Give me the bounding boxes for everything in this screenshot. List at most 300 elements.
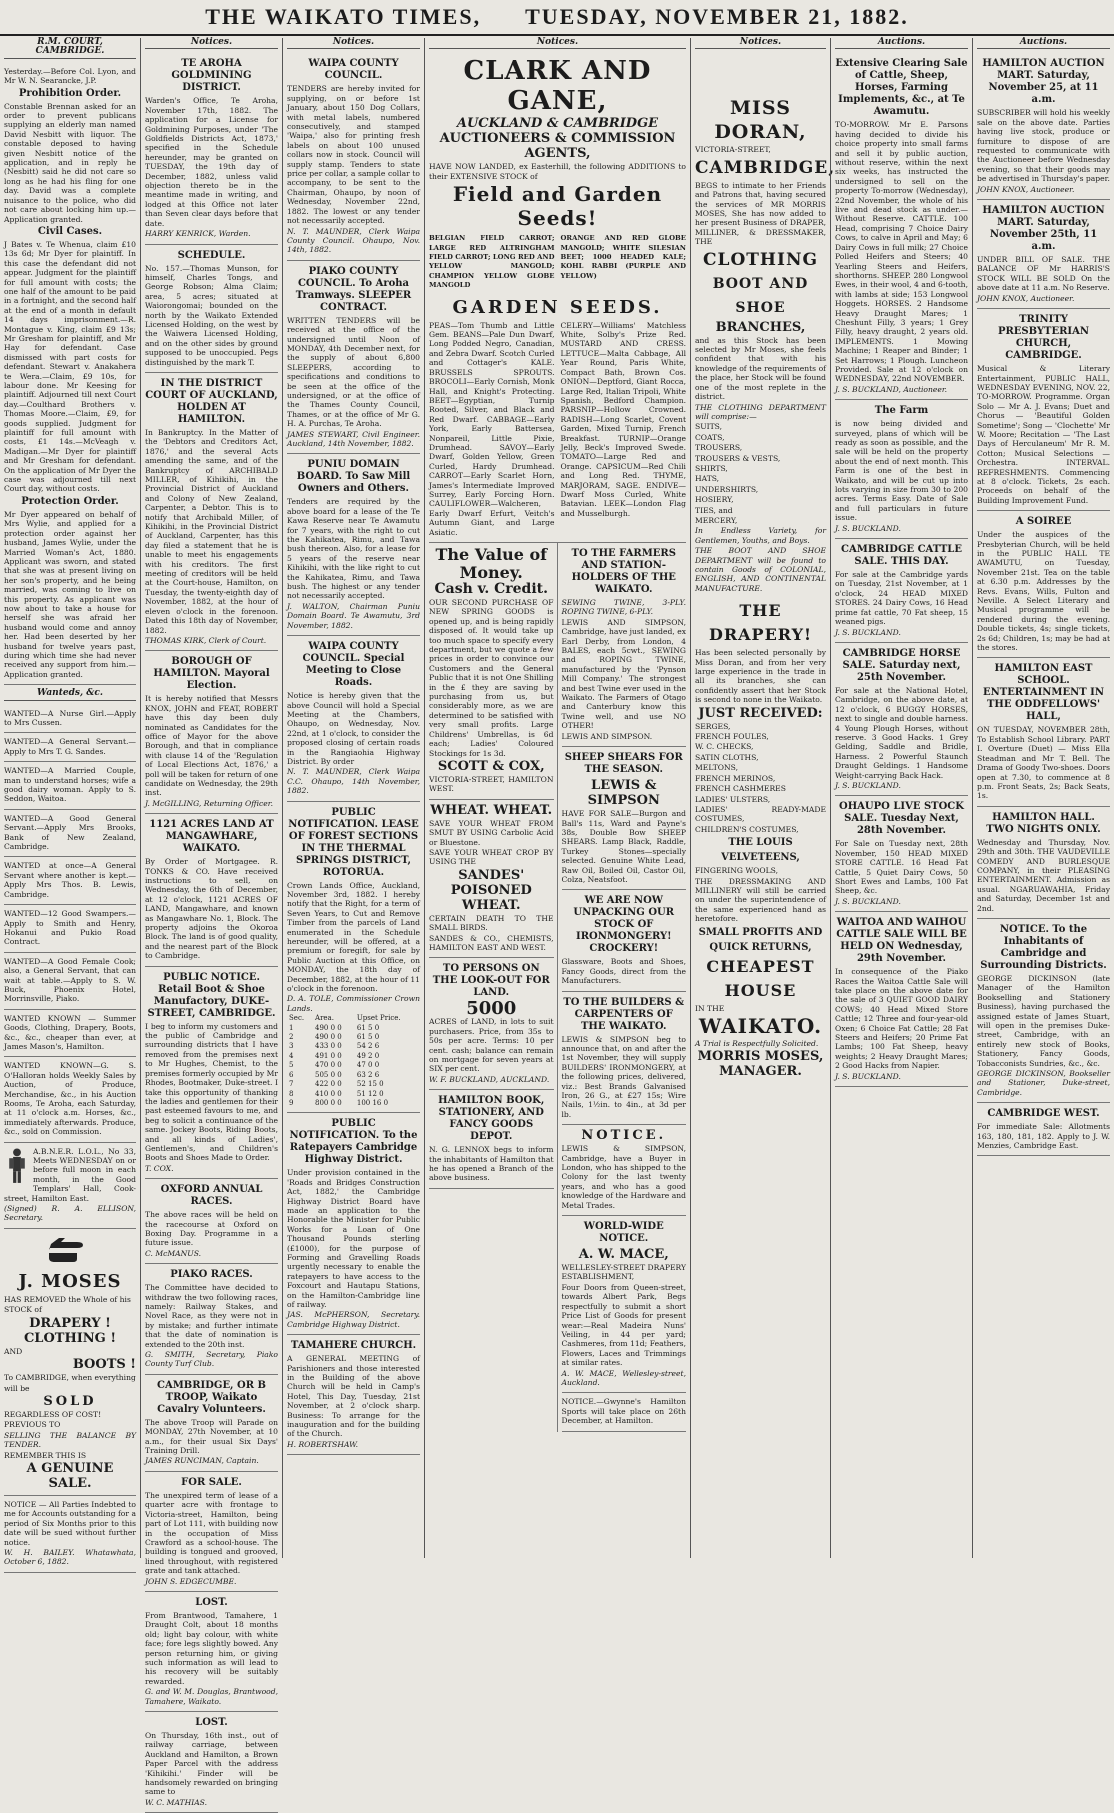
notice-body: The Committee have decided to withdraw the two following races, namely: Railway Stakes, and Novel Race, as they were not in by mistake; and further intimate that the date of nomination is extended to the 20th inst. [145,1283,278,1349]
clothing-item: MERCERY, [695,515,738,525]
auction-ad [977,658,1110,806]
notice-body: Tenders are required by the above board for a lease of the Te Kawa Reserve near Te Awamutu for 7 years, with the right to cut the Kahikatea, Rimu, and Tawa bush thereon. Also, for a lease for 5 years of the reserve near Kihikihi, with the like right to cut the Kahikatea, Rimu, and Tawa bush. The highest or any tender not necessarily accepted. [287,497,420,601]
mace-body: Four Doors from Queen-street, towards Albert Park, Begs respectfully to submit a short Price List of Goods for present wear:—Real Madeira Nuns' Veiling, in 44 per yard; Cashmeres, from 11d; Feathers, Flowers, Laces and Trimmings at similar rates. [561,1282,686,1368]
moses-line: STOCK of [4,1305,42,1315]
notice-title: TE AROHA GOLDMINING DISTRICT. [171,58,252,94]
mace-name: A. W. MACE, [578,1247,669,1263]
auction-ad [977,807,1110,919]
auction-signature: J. S. BUCKLAND. [835,1071,901,1081]
notice-ad [145,245,278,373]
table-row [287,1071,420,1080]
notice-ad [145,967,278,1180]
court-heading: Prohibition Order. [18,87,122,99]
pointing-hand-icon [47,1236,93,1266]
notice-ad [287,636,420,801]
notice-signature: THOMAS KIRK, Clerk of Court. [145,635,267,645]
auction-title: HAMILTON EAST SCHOOL. ENTERTAINMENT IN THE ODDFELLOWS' HALL, [982,663,1104,723]
notice-signature: C. McMANUS. [145,1248,202,1258]
column-header: Auctions. [835,38,968,49]
endless-variety: In Endless Variety, for Gentlemen, Youths, and Boys. [695,526,826,545]
notice-title: PUNIU DOMAIN BOARD. To Saw Mill Owners and Others. [296,459,411,495]
column-notices-1 [140,37,282,1807]
clark-gane-sub: AUCKLAND & CAMBRIDGE [456,116,659,132]
clothing-item: SUITS, [695,422,723,432]
auction-title: NOTICE. To the Inhabitants of Cambridge and Surrounding Districts. [980,923,1107,971]
value-of-money-title: The Value of Money. [435,545,548,582]
land-body: ACRES of LAND, in lots to suit purchasers. Price, from 35s to 50s per acre. Terms: 10 per cent. cash; balance can remain on mortgage for seven years at SIX per cent. [429,1017,554,1074]
column-header: Auctions. [977,38,1110,49]
table-cell: 61 5 0 [356,1023,380,1032]
sandes-title: SANDES' POISONED WHEAT. [450,867,532,913]
notice-body: It is hereby notified that Messrs KNOX, JOHN and FEAT, ROBERT have this day been duly nominated as Candidates for the office of Mayor for the above Borough, and that in compliance with clause 14 of the 'Regulation of Local Elections Act, 1876,' a poll will be taken for return of one candidate on Wednesday, the 29th inst. [145,694,278,798]
table-cell: 433 0 0 [315,1042,342,1051]
court-body: J Bates v. Te Whenua, claim £10 13s 6d; Mr Dyer for plaintiff. In this case the defendant did not appear. Judgment for the plaintiff for full amount with costs; the one half of the amount to be paid in a fortnight, and the second half at the end of a month in default 14 days imprisonment.—R. Montague v. King, claim £9 13s; Mr Gresham for plaintiff, and Mr Hay for defendant. Case dismissed with part costs for defendant. Stewart v. Anakahera te Wera.—Claim, £9 10s, for labour done. Mr Keesing for plaintiff. Adjourned till next Court day.—Coulthard Brothers v. Thomas Moore.—Claim, £9, for goods supplied. Judgment for plaintiff for full amount with costs, £1 14s.—McVeagh v. Madigan.—Mr Dyer for plaintiff and Mr Gresham for defendant. On the application of Mr Dyer the case was adjourned till next Court day, without costs. [4,239,136,494]
wheat-sub: SAVE YOUR WHEAT FROM SMUT BY USING Carbolic Acid or Bluestone. [429,818,554,847]
wanted-text: WANTED—A General Servant.—Apply to Mrs T. G. Sandes. [4,737,136,756]
notice-signature: J. McGILLING, Returning Officer. [145,798,273,808]
notice-title: 1121 ACRES LAND AT MANGAWHARE, WAIKATO. [149,819,274,855]
wanted-ad [4,810,136,858]
garden-seeds-right: CELERY—Williams' Matchless White, Solby's Prize Red. MUSTARD AND CRESS. LETTUCE—Malta Cabbage, All Year Round, Paris White, Compact Bath, Brown Cos. ONION—Deptford, Giant Rocca, Large Red, Italian Tripoli, White Spanish, Bedford Champion. PARSNIP—Hollow Crowned. RADISH—Long Scarlet, Covent Garden, Mixed Turnip, French Breakfast. TURNIP—Orange Jelly, Beck's Improved Swede. TOMATO—Large Red and Orange. CAPSICUM—Red Chili and Long Red. THYME, MARJORAM, SAGE. ENDIVE—Dwarf Moss Curled, White Batavian. LEEK—London Flag and Musselburgh. [560,320,686,518]
court-body: Mr Dyer appeared on behalf of Mrs Wylie, and applied for a protection order against her husband, James Wylie, under the Married Woman's Act, 1880. Applicant was sworn, and stated that she was at present living on her son's property, and he being married, was coming to live on this property. As applicant was now about to take a house for herself she was afraid her husband would come and annoy her. Had been deserted by her husband for twelve years past, during which time she had never received any support from him.—Application granted. [4,509,136,679]
scott-cox-name: SCOTT & COX, [437,758,545,774]
auction-body: For Sale on Tuesday next, 28th November, 150 HEAD MIXED STORE CATTLE. 16 Head Fat Cattle, 5 Quiet Dairy Cows, 50 Short Ewes and Lambs, 100 Fat Sheep, &c. [835,839,968,896]
subcolumn-left [429,543,558,1432]
trial-line: A Trial is Respectfully Solicited. [695,1038,819,1048]
scott-cox-address: VICTORIA-STREET, HAMILTON WEST. [429,774,554,794]
received-title: JUST RECEIVED: [698,705,823,721]
auction-body: ON TUESDAY, NOVEMBER 28th, To Establish School Library. PART I. Overture (Duet) — Miss Ella Steadman and Mr T. Bell. The Drama of Goody Two-shoes. Doors open at 7.30, to commence at 8 p.m. Front Seats, 2s; Back Seats, 1s. [977,725,1110,801]
notice-ad [145,373,278,651]
drapery-body: Has been selected personally by Miss Doran, and from her very large experience in the trade in all its branches, she can confidently assert that her Stock is second to none in the Waikato. [695,648,826,705]
table-cell: 5 [289,1061,294,1070]
notice-signature: JAMES RUNCIMAN, Captain. [145,1456,259,1466]
auction-signature: J. S. BUCKLAND. [835,896,901,906]
doran-ad [695,53,836,1083]
table-cell: 7 [289,1080,294,1089]
wanted-ad [4,1010,136,1058]
stationery-body: N. G. LENNOX begs to inform the inhabitants of Hamilton that he has opened a Branch of the above business. [429,1145,554,1183]
auction-ad [835,796,968,912]
auction-body: Musical & Literary Entertainment, PUBLIC HALL, WEDNESDAY EVENING, NOV. 22, TO-MORROW. Programme. Organ Solo — Mr A. J. Evans; Duet and Chorus — 'Beautiful Golden Sometime'; Song — 'Clochette' Mr W. Moore; Recitation — 'The Last Days of Herculaneum' Mr R. M. Cotton; Musical Selections — Orchestra. INTERVAL. REFRESHMENTS. Commencing at 8 o'clock. Tickets, 2s each. Proceeds on behalf of the Building Improvement Fund. [977,364,1110,505]
wheat-title: WHEAT. WHEAT. [430,802,553,818]
auction-body: GEORGE DICKINSON (late Manager of the Hamilton Bookselling and Stationery Business), having purchased the assigned estate of James Stuart, will open in the premises Duke-street, Cambridge, with an entirely new stock of Books, Stationery, Fancy Goods, Tobacconists Sundries, &c., &c. [977,973,1110,1068]
received-item: SATIN CLOTHS, [695,752,759,762]
stationery-ad [429,1090,554,1189]
notice-body: WRITTEN TENDERS will be received at the office of the undersigned until Noon of MONDAY, 4th December next, for the supply of about 6,800 SLEEPERS, according to specifications and conditions to be seen at the office of the undersigned, or at the office of the Thames County Council, Thames, or at the office of Mr G. H. A. Purchas, Te Aroha. [287,315,420,429]
auction-ad [977,200,1110,309]
twine-title: TO THE FARMERS AND STATION-HOLDERS OF THE WAIKATO. [571,548,676,595]
table-cell: 490 0 0 [315,1033,342,1042]
auction-ad [977,511,1110,658]
notice-title: WAIPA COUNTY COUNCIL. [308,58,399,82]
clark-gane-ad [429,53,686,543]
fingering-line: FINGERING WOOLS, [695,866,779,876]
auction-body: Under the auspices of the Presbyterian Church, will be held in the PUBLIC HALL TE AWAMUTU, on Tuesday, November 21st. Tea on the table at 6.30 p.m. Addresses by the Revs. Evans, Wills, Fulton and Neville. A Select Literary and Musical programme will be rendered during the evening. Double tickets, 4s; single tickets, 2s 6d; Children, 1s; may be had at the stores. [977,530,1110,653]
notice-signature: W. C. MATHIAS. [145,1797,208,1807]
notice-ad [145,651,278,814]
notice-ad [287,53,420,260]
garden-seeds-left: PEAS—Tom Thumb and Little Gem. BEANS—Pale Dun Dwarf, Long Podded Negro, Canadian, and Zebra Dwarf. Scotch Curled and Cottager's KALE. BRUSSELS SPROUTS. BROCOLI—Early Cornish, Monk Hall, and Knight's Protecting. BEET—Egyptian, Turnip Rooted, Silver, and Black and Red Dwarf. CABBAGE—Early York, Early Battersea, Nonpareil, Little Pixie, Drumhead. SAVOY—Early Dwarf, Golden Yellow, Green Curled, Hardy Drumhead. CARROT—Early Scarlet Horn, James's Intermediate Improved Surrey, Early Forcing Horn. CAULIFLOWER—Walcheren, Early Dwarf Erfurt, Veitch's Autumn Giant, and Large Asiatic. [429,320,555,537]
scott-cox-ad [429,543,554,800]
masthead [0,0,1114,36]
table-cell: 410 0 0 [315,1089,342,1098]
notice-signature: JOHN S. EDGECUMBE. [145,1576,237,1586]
column-auctions-2 [972,38,1114,1558]
clothing-item: HATS, [695,474,720,484]
table-cell: 54 2 6 [356,1042,380,1051]
notice-ad [145,1592,278,1712]
masthead-date: TUESDAY, NOVEMBER 21, 1882. [525,4,909,29]
wanted-text: WANTED—12 Good Swampers.—Apply to Smith and Henry, Hokanui and Pukio Road Contract. [4,909,136,947]
auction-signature: J. S. BUCKLAND. [835,627,901,637]
notice-title: CAMBRIDGE, OR B TROOP, Waikato Cavalry Volunteers. [157,1379,266,1415]
moses-line: BOOTS ! [72,1357,136,1373]
notice-signature: N. T. MAUNDER, Clerk Waipa County Council. Ohaupo, Nov. 14th, 1882. [287,226,420,255]
auction-title: A SOIREE [1015,516,1072,528]
notice-ad [145,1712,278,1813]
gwynne-ad [562,1393,687,1431]
clothing-item: HOSIERY, [695,495,734,505]
notice-signature: N. T. MAUNDER, Clerk Waipa C.C. Ohaupo, 14th November, 1882. [287,767,420,796]
branches-label: BRANCHES, [715,319,806,335]
auction-signature: J. S. BUCKLAND. [835,780,901,790]
auction-ad [835,643,968,796]
notice-body: Under provision contained in the 'Roads and Bridges Construction Act, 1882,' the Cambridge Highway District Board have made an application to the Honorable the Minister for Public Works for a Loan of One Thousand Pounds sterling (£1000), for the purpose of Forming and Gravelling Roads urgently necessary to enable the ratepayers to have access to the Foxcourt and Hautapu Stations, on the Hamilton-Cambridge line of railway. [287,1168,420,1309]
received-item: SERGES, [695,721,731,731]
stationery-title: HAMILTON BOOK, STATIONERY, AND FANCY GOODS DEPOT. [438,1095,545,1143]
wanted-ad [4,762,136,810]
notice-body: I beg to inform my customers and the public of Cambridge and surrounding districts that I have removed from the premises next to Mr Hughes, Chemist, to the premises formerly occupied by Mr Rhodes, Bootmaker, Duke-street. I take this opportunity of thanking the ladies and gentlemen for their past esteemed favours to me, and beg to solicit a continuance of the same. Jockey Boots, Riding Boots, and all kinds of Ladies', Gentlemen's, and Children's Boots and Shoes Made to Order. [145,1021,278,1163]
sandes-signature: SANDES & CO., CHEMISTS, HAMILTON EAST AND WEST. [429,933,554,952]
lewis-simpson-title: LEWIS & SIMPSON [587,778,660,809]
notice-title: PUBLIC NOTIFICATION. To the Ratepayers Cambridge Highway District. [289,1118,418,1166]
cash-credit-title: Cash v. Credit. [434,581,548,597]
table-header-cell: Upset Price. [356,1014,401,1023]
notice-ad [287,1335,420,1455]
column-header: Notices. [695,38,826,49]
notice-title: OXFORD ANNUAL RACES. [160,1184,263,1208]
wanted-text: WANTED—A Good General Servant.—Apply Mrs Brooks, Bank of New Zealand, Cambridge. [4,813,136,852]
table-cell: 1 [289,1023,294,1032]
auction-ad [835,53,968,400]
notice-body: No. 157.—Thomas Munson, for himself, Charles Tongs, and George Robson; Alma Claim; area, 5 acres; situated at Waiorongomai; bounded on the north by the Waikato Extended Licensed Holding, on the west by the Waiwera Licensed Holding, and on the other sides by ground supposed to be unoccupied. Pegs distinguished by the mark T. [145,263,278,367]
unpacking-body: Glassware, Boots and Shoes, Fancy Goods, direct from the Manufacturers. [561,957,686,986]
notice-title: LOST. [195,1596,228,1608]
mace-signature: A. W. MACE, Wellesley-street, Auckland. [561,1368,686,1387]
table-cell: 61 5 0 [356,1033,380,1042]
masthead-title: THE WAIKATO TIMES, [205,4,482,29]
buyer-notice-title: NOTICE. [581,1128,667,1144]
auction-body: For sale at the National Hotel, Cambridge, on the above date, at 12 o'clock, 6 BUGGY HORSES, next to single and double harness. 4 Young Plough Horses, without reserve. 3 Good Hacks. 1 Grey Gelding, Saddle and Bridle, Harness. 2 Powerful Staunch Draught Geldings. 1 Handsome Weight-carrying Back Hack. [835,685,968,780]
auction-signature: JOHN KNOX, Auctioneer. [977,293,1075,303]
notice-body: The above races will be held on the racecourse at Oxford on Boxing Day. Programme in a future issue. [145,1210,278,1248]
moses-line: HAS REMOVED the Whole of his [4,1294,131,1304]
notice-title: PIAKO RACES. [170,1269,253,1281]
moses-line: CLOTHING ! [23,1330,117,1346]
clothing-item: SHIRTS, [695,463,728,473]
auction-body: For immediate Sale: Allotments 163, 180, 181, 182. Apply to J. W. Menzies, Cambridge East. [977,1122,1110,1151]
table-cell: 491 0 0 [315,1051,342,1060]
auction-title: WAITOA AND WAIHOU CATTLE SALE WILL BE HELD ON Wednesday, 29th November. [836,917,967,965]
auction-body: In consequence of the Piako Races the Waitoa Cattle Sale will take place on the above date for the sale of 3 QUIET GOOD DAIRY COWS; 40 Head Mixed Store Cattle; 12 Three and four-year-old Oxen; 6 Choice Fat Cattle; 28 Fat Steers and Heifers; 20 Prime Fat Lambs; 100 Fat Sheep, heavy weights; 2 Heavy Draught Mares; 2 Good Hacks from Napier. [835,967,968,1071]
notice-body: TENDERS are hereby invited for supplying, on or before 1st January, about 150 Dog Collars, with metal labels, numbered consecutively, and stamped 'Waipa,' also for printing fresh labels on about 100 unused collars now in stock. Council will supply stamp. Tenders to state price per collar, a sample collar to accompany, to be sent to the Chairman, Ohaupo, by noon of Wednesday, November 22nd, 1882. The lowest or any tender not necessarily accepted. [287,84,420,226]
doran-title: MISS DORAN, [714,97,807,144]
court-body: Constable Brennan asked for an order to prevent publicans supplying an elderly man named David Nesbitt with liquor. The constable deposed to having given Nesbitt notice of the application, and in reply he (Nesbitt) said he did not care so long as he had his fling for one day. David was a complete nuisance to the police, who did not care about locking him up.—Application granted. [4,101,136,224]
doran-body: BEGS to intimate to her Friends and Patrons that, having secured the services of MR MORRIS MOSES, She has now added to her present Business of DRAPER, MILLINER, & DRESSMAKER, THE [695,180,826,247]
moses-line: SOLD [43,1393,97,1409]
notice-body: On Thursday, 16th inst., out of railway carriage, between Auckland and Hamilton, a Brown Paper Parcel with the address 'Kihikihi.' Finder will be handsomely rewarded on bringing same to [145,1731,278,1797]
twine-body: LEWIS AND SIMPSON, Cambridge, have just landed, ex Earl Derby, from London, 4 BALES, each 5cwt., SEWING and ROPING TWINE, manufactured by the 'Pynson Mill Company.' The strongest and best Twine ever used in the Waikato. The Farmers of Otago and Canterbury know this Twine well, and use NO OTHER! [561,617,686,731]
court-report [4,63,136,685]
childrens-line: CHILDREN'S COSTUMES, [695,824,799,834]
builders-title: TO THE BUILDERS & CARPENTERS OF THE WAIKATO. [563,996,685,1032]
notice-ad [145,1375,278,1472]
lewis-simpson-ad [562,747,687,890]
moses-line: SELLING THE BALANCE BY TENDER. [4,1430,136,1450]
auction-signature: J. S. BUCKLAND, Auctioneer. [835,384,948,394]
table-cell: 6 [289,1070,294,1079]
table-header-cell: Sec. [289,1014,305,1023]
notice-signature: D. A. TOLE, Commissioner Crown Lands. [287,994,420,1013]
notice-ad [287,1113,420,1335]
boot-dept: THE BOOT AND SHOE DEPARTMENT will be found to contain Goods of COLONIAL, ENGLISH, AND CONTINENTAL MANUFACTURE. [695,546,826,593]
subcolumn-right [562,543,687,1432]
column-clark-gane [424,38,690,1558]
table-row [287,1099,420,1108]
boot-shoe-title: BOOT AND SHOE [712,275,809,316]
notice-title: LOST. [195,1717,228,1728]
table-row [287,1024,420,1033]
mace-notice-title: WORLD-WIDE NOTICE. [583,1221,664,1245]
builders-body: LEWIS & SIMPSON beg to announce that, on and after the 1st November, they will supply BUILDERS' IRONMONGERY, at the following prices, delivered, viz.: Best Brands Galvanised Iron, 26 G., at £27 15s; Wire Nails, 1½in. to 4in., at 3d per lb. [561,1034,686,1119]
auction-body: TO-MORROW. Mr E. Parsons having decided to divide his choice property into small farms and sell it by public auction, without reserve, within the next six weeks, has instructed the undersigned to sell on the property To-morrow (Wednesday), 22nd November, the whole of his live and dead stock as under.—Without Reserve. CATTLE. 100 Head, comprising 7 Choice Dairy Cows, to calve in April and May; 6 Dairy Cows in full milk; 27 Choice Polled Heifers and Steers; 40 Yearling Steers and Heifers, shorthorns. SHEEP. 280 Longwool Ewes, in their wool, 4 and 6-tooth, with lambs at side; 153 Longwool Hoggets. HORSES. 2 Handsome Heavy Draught Mares; 1 Cheshunt Filly, 3 years; 1 Grey Filly, heavy draught, 2 years old. IMPLEMENTS. 1 Mowing Machine; 1 Reaper and Binder; 1 Set Harrows; 1 Plough. Luncheon Provided. Sale at 12 o'clock on WEDNESDAY, 22nd NOVEMBER. [835,120,968,384]
wheat-ad [429,800,554,959]
schedule-table [287,1014,420,1108]
auction-ad [835,400,968,539]
clothing-item: UNDERSHIRTS, [695,484,759,494]
auction-title: CAMBRIDGE WEST. [987,1108,1100,1120]
gwynne-body: NOTICE.—Gwynne's Hamilton Sports will take place on 26th December, at Hamilton. [561,1397,686,1426]
mace-ad [562,1216,687,1393]
table-cell: 2 [289,1033,294,1042]
auction-title: The Farm [874,405,929,417]
wanted-text: WANTED at once—A General Servant where another is kept.—Apply Mrs Thos. B. Lewis, Cambridge. [4,861,136,899]
wanted-ad [4,733,136,762]
table-cell: 490 0 0 [315,1023,342,1032]
notice-ad [287,802,420,1114]
table-header-cell: Area. [315,1014,334,1023]
moses-line: A GENUINE SALE. [26,1460,114,1491]
in-the: IN THE [695,1003,725,1013]
table-cell: 63 2 6 [356,1070,380,1079]
cheapest-house: CHEAPEST HOUSE [706,956,815,1000]
notice-title: FOR SALE. [181,1476,242,1488]
notice-body: By Order of Mortgagee. R. TONKS & CO. Have received instructions to sell, on Wednesday, the 6th of December, at 12 o'clock, 1121 ACRES OF LAND, Mangawhare, and known as Mangawhare No. 1, Block. The property adjoins the Okoroa Block. The land is of good quality, and the nearest part of the Block to Cambridge. [145,857,278,961]
notice-title: IN THE DISTRICT COURT OF AUCKLAND, HOLDEN AT HAMILTON. [145,377,278,425]
seeds-list-left: BELGIAN FIELD CARROT; LARGE RED ALTRINGHAM FIELD CARROT; LONG RED AND YELLOW MANGOLD; CHAMPION YELLOW GLOBE MANGOLD [429,234,555,290]
table-cell: 51 12 0 [356,1089,384,1098]
column-header: Notices. [429,38,686,49]
auction-ad [835,539,968,643]
table-row [287,1042,420,1051]
sheep-shears-title: SHEEP SHEARS FOR THE SEASON. [564,752,683,776]
auction-title: HAMILTON HALL. TWO NIGHTS ONLY. [986,811,1101,835]
moses-line: REMEMBER THIS IS [4,1450,87,1460]
notice-ad [145,1179,278,1264]
drapery-title: THE DRAPERY! [708,601,813,645]
received-item: FRENCH CASHMERES [695,784,786,794]
moses-line: REGARDLESS OF COST! [4,1409,102,1419]
lodge-figure-icon [4,1146,30,1186]
auction-title: TRINITY PRESBYTERIAN CHURCH, CAMBRIDGE. [997,314,1090,362]
auction-ad [835,912,968,1087]
received-item: FRENCH MERINOS, [695,773,776,783]
bailey-text: NOTICE — All Parties Indebted to me for Accounts outstanding for a period of Six Months prior to this date will be sued without further notice. [4,1499,136,1547]
table-cell: 3 [289,1042,294,1051]
column-header: Notices. [145,38,278,49]
notice-body: The unexpired term of lease of a quarter acre with frontage to Victoria-street, Hamilton, being part of Lot 111, with building now in the occupation of Miss Crawford as a school-house. The building is tongued and grooved, lined throughout, with registered grate and tank attached. [145,1490,278,1576]
unpacking-title: WE ARE NOW UNPACKING OUR STOCK OF IRONMONGERY! CROCKERY! [573,895,675,955]
seeds-list [429,233,686,291]
table-cell: 52 15 0 [356,1080,384,1089]
column-doran [690,37,836,1558]
wanted-text: WANTED KNOWN—G. S. O'Halloran holds Weekly Sales by Auction, of Produce, Merchandise, &c., in his Auction Rooms, Te Aroha, each Saturday, at 11 o'clock a.m. Horses, &c., immediately afterwards. Produce, &c., sold on Commission. [4,1061,136,1137]
auction-title: CAMBRIDGE CATTLE SALE. THIS DAY. [841,544,962,568]
auction-ad [977,919,1110,1103]
notice-signature: T. COX. [145,1163,174,1173]
wanted-ad [4,953,136,1010]
lewis-simpson-body: HAVE FOR SALE—Burgon and Ball's 11s, Ward and Payne's 38s, Double Bow SHEEP SHEARS. Lamp Black, Raddle, Turkey Stones—specially selected. Genuine White Lead, Raw Oil, Boiled Oil, Castor Oil, Colza, Neatsfoot. [561,809,686,884]
notice-body: In Bankruptcy. In the Matter of the 'Debtors and Creditors Act, 1876,' and the several Acts amending the same, and of the Bankruptcy of ARCHIBALD MILLER, of Kihikihi, in the Provincial District of Auckland and Colony of New Zealand, Carpenter, a Debtor. This is to notify that Archibald Miller, of Kihikihi, in the Provincial District of Auckland, Carpenter, has this day filed a statement that he is unable to meet his engagements with his creditors. The first meeting of creditors will be held at the Court-house, Hamilton, on Tuesday, the twenty-eighth day of November, 1882, at the hour of eleven o'clock in the forenoon. Dated this 18th day of November, 1882. [145,427,278,635]
table-cell: 422 0 0 [315,1080,342,1089]
auction-signature: J. S. BUCKLAND. [835,523,901,533]
lodge-notice [4,1143,136,1229]
clark-gane-sub2: AUCTIONEERS & COMMISSION AGENTS, [439,131,676,162]
wanted-ad [4,857,136,905]
moses-line: will be [4,1383,30,1393]
garden-seeds-title: GARDEN SEEDS. [452,296,663,318]
notice-body: From Brantwood, Tamahere, 1 Draught Colt, about 18 months old; light bay colour, with white face; fore legs slightly bowed. Any person returning him, or giving such information as will lead to his recovery will be suitably rewarded. [145,1610,278,1686]
received-item: MELTONS, [695,763,739,773]
notice-ad [145,1472,278,1592]
table-cell: 49 2 0 [356,1051,380,1060]
wanted-text: WANTED KNOWN — Summer Goods, Clothing, Drapery, Boots, &c., &c., cheaper than ever, at James Mason's, Hamilton. [4,1013,136,1051]
table-cell: 4 [289,1051,294,1060]
notice-signature: H. ROBERTSHAW. [287,1439,359,1449]
table-row [287,1061,420,1070]
clark-gane-line: HAVE NOW LANDED, ex Easterhill, the following ADDITIONS to their EXTENSIVE STOCK of [429,162,686,181]
notice-ad [145,814,278,966]
auction-title: HAMILTON AUCTION MART. Saturday, November 25th, 11 a.m. [982,205,1105,253]
received-item: FRENCH FOULES, [695,732,769,742]
doran-town: CAMBRIDGE, [695,157,836,178]
moses-line: To CAMBRIDGE, when everything [4,1373,136,1383]
column-header: R.M. COURT, CAMBRIDGE. [4,38,136,59]
table-row [287,1090,420,1099]
velveteens-line: THE LOUIS VELVETEENS, [721,837,800,864]
notice-signature: JAS. McPHERSON, Secretary. Cambridge Highway District. [287,1310,420,1329]
buyer-notice [562,1125,687,1216]
dressmaking-line: THE DRESSMAKING AND MILLINERY will still be carried on under the superintendence of the same experienced hand as heretofore. [695,876,826,924]
wanted-ad [4,1057,136,1142]
auction-signature: GEORGE DICKINSON, Bookseller and Stationer, Duke-street, Cambridge. [977,1069,1110,1097]
clothing-item: COATS, [695,432,725,442]
clothing-item: TROUSERS & VESTS, [695,453,781,463]
notice-signature: G. SMITH, Secretary, Piako County Turf Club. [145,1350,278,1369]
moses-title: J. MOSES [18,1270,122,1292]
lodge-text: A.B.N.E.R. L.O.L., No 33, Meets WEDNESDAY on or before full moon in each month, in the Good Templars' Hall, Cook-street, Hamilton East. [4,1146,136,1203]
clark-gane-title: CLARK AND GANE, [463,56,652,117]
auction-signature: JOHN KNOX, Auctioneer. [977,184,1075,194]
notice-body: Warden's Office, Te Aroha, November 17th, 1882. The application for a License for Goldmining Purposes, under 'The Goldfields Districts Act, 1873,' specified in the Schedule hereunder, may be granted on TUESDAY, the 19th day of December, 1882, unless valid objection thereto be in the meantime made in writing, and lodged at this Office not later than Seven clear days before that date. [145,96,278,228]
court-heading: Civil Cases. [37,225,103,237]
notice-title: PIAKO COUNTY COUNCIL. To Aroha Tramways. SLEEPER CONTRACT. [295,265,412,313]
waikato-title: WAIKATO. [698,1013,823,1038]
auction-title: OHAUPO LIVE STOCK SALE. Tuesday Next, 28th November. [839,801,964,837]
notice-ad [287,261,420,455]
notice-title: TAMAHERE CHURCH. [290,1340,417,1352]
table-row [287,1052,420,1061]
land-signature: W. F. BUCKLAND, AUCKLAND. [429,1074,550,1084]
wanted-ad [4,905,136,953]
notice-signature: HARRY KENRICK, Warden. [145,229,251,239]
auction-body: UNDER BILL OF SALE. THE BALANCE OF Mr HARRIS'S STOCK WILL BE SOLD On the above date at 11 a.m. No Reserve. [977,255,1110,293]
moses-line: AND [4,1346,23,1356]
auction-body: For sale at the Cambridge yards on Tuesday, 21st November, at 1 o'clock, 24 HEAD MIXED STORES. 24 Dairy Cows, 16 Head prime fat cattle, 70 Fat sheep, 15 weaned pigs. [835,570,968,627]
twine-sub: SEWING TWINE, 3-PLY. ROPING TWINE, 6-PLY. [561,598,686,617]
table-row [287,1033,420,1042]
auction-title: HAMILTON AUCTION MART. Saturday, November 25, at 11 a.m. [982,58,1105,106]
moses-ad [4,1229,136,1496]
table-cell: 47 0 0 [356,1061,380,1070]
costumes-line: LADIES' READY-MADE COSTUMES, [695,804,826,824]
auction-title: CAMBRIDGE HORSE SALE. Saturday next, 25th November. [842,647,961,683]
auction-body: SUBSCRIBER will hold his weekly sale on the above date. Parties having live stock, produce or furniture to dispose of are requested to communicate with the Auctioneer before Wednesday evening, so that their goods may be advertised in Thursday's paper. [977,108,1110,184]
notice-body: Notice is hereby given that the above Council will hold a Special Meeting at the Chambers, Ohaupo, on Wednesday, Nov. 22nd, at 1 o'clock, to consider the proposed closing of certain roads in the Rangiaohia Highway District. By order [287,691,420,766]
clothing-title: CLOTHING [702,249,818,270]
notice-signature: J. WALTON, Chairman Puniu Domain Board. Te Awamutu, 3rd November, 1882. [287,601,420,630]
wheat-sub2: SAVE YOUR WHEAT CROP BY USING THE [429,847,554,867]
land-acres: 5000 [466,998,517,1020]
mace-sub: WELLESLEY-STREET DRAPERY ESTABLISHMENT, [561,1263,686,1282]
table-header-row [287,1014,420,1023]
auction-ad [977,53,1110,200]
wanted-text: WANTED—A Good Female Cook; also, a General Servant, that can wait at table.—Apply to S. W. Buck, Phoenix Hotel, Morrinsville, Piako. [4,956,136,1004]
table-cell: 505 0 0 [315,1070,342,1079]
notice-body: A GENERAL MEETING of Parishioners and those interested in the Building of the above Church will be held in Camp's Hotel, This Day, Tuesday, 21st November, at 2 o'clock sharp. Business: To arrange for the inauguration and for the building of the Church. [287,1354,420,1439]
notice-title: WAIPA COUNTY COUNCIL. Special Meeting to Close Roads. [302,641,405,689]
buyer-notice-body: LEWIS & SIMPSON, Cambridge, have a Buyer in London, who has shipped to the Colony for the last twenty years, and who has a good knowledge of the Hardware and Metal Trades. [561,1144,686,1210]
moses-line: PREVIOUS TO [4,1420,61,1430]
garden-seeds-list [429,320,686,538]
small-profits: SMALL PROFITS AND QUICK RETURNS, [698,926,823,953]
table-cell: 8 [289,1089,294,1098]
auction-ad [977,1103,1110,1156]
clothing-item: TROUSERS, [695,443,743,453]
received-item: W. C. CHECKS, [695,742,754,752]
doran-street: VICTORIA-STREET, [695,145,771,155]
unpacking-ad [562,890,687,991]
land-ad [429,958,554,1090]
notice-title: PUBLIC NOTIFICATION. LEASE OF FOREST SECTIONS IN THE THERMAL SPRINGS DISTRICT, ROTORUA. [288,806,419,878]
twine-ad [562,543,687,747]
wanteds-header: Wanteds, &c. [4,689,136,700]
wanted-ad [4,705,136,734]
twine-signature: LEWIS AND SIMPSON. [561,731,653,741]
seeds-list-right: ORANGE AND RED GLOBE MANGOLD; WHITE SILESIAN BEET; 1000 HEADED KALE; KOHL RABBI (PURPLE AND YELLOW) [560,234,686,280]
court-intro: Yesterday.—Before Col. Lyon, and Mr W. N. Searancke, J.P. [4,66,136,86]
